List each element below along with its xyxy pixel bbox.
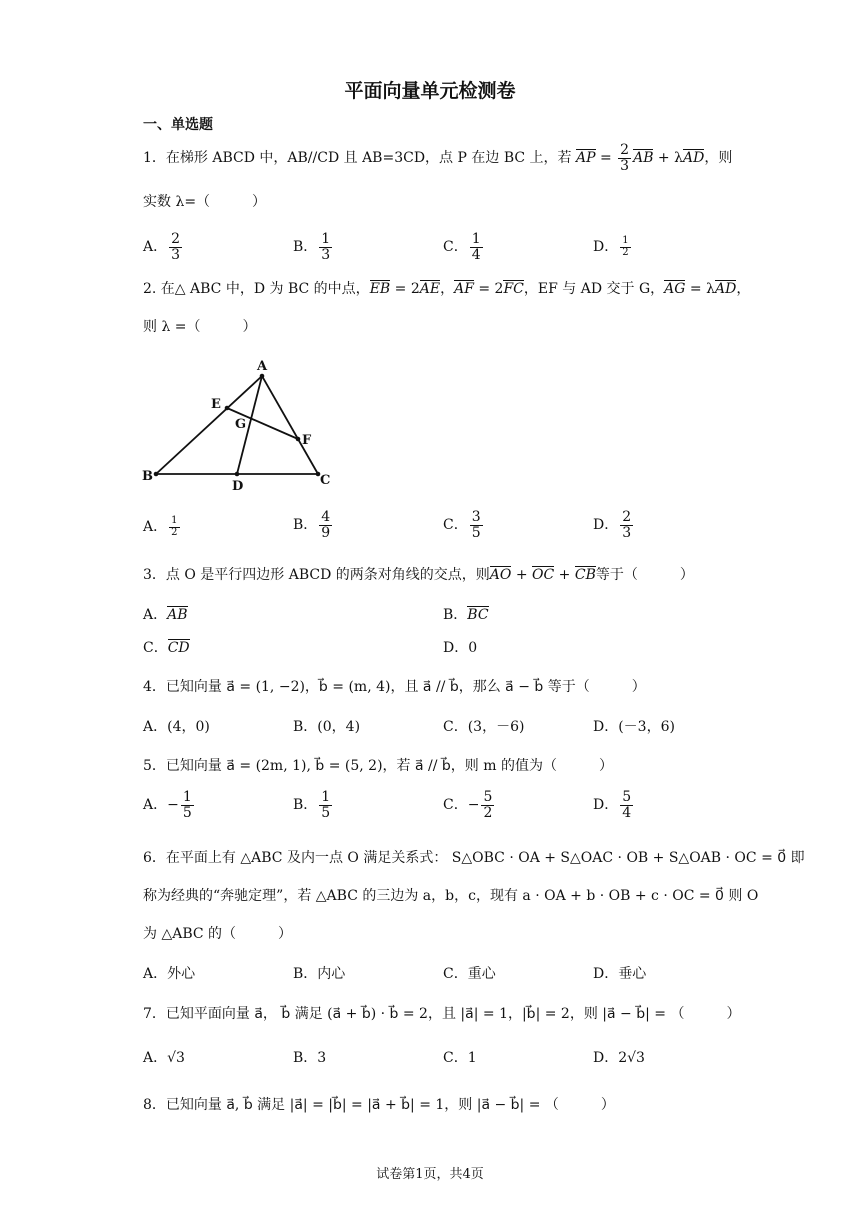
q3-option-c[interactable]: [143, 637, 190, 657]
q3-option-d[interactable]: [443, 637, 477, 657]
triangle-figure: [138, 355, 338, 495]
q6-line1: 6．在平面上有 △ABC 及内一点 O 满足关系式： S△OBC · OA + S△OAC · OB + S△OAB · OC = 0⃗ 即: [143, 850, 805, 866]
q6-line3: 为 △ABC 的（ ）: [143, 926, 293, 942]
vec-ag: AG: [664, 281, 686, 297]
q2-option-a[interactable]: [143, 516, 182, 538]
q1-post: ，则: [704, 150, 733, 167]
frac-num: 5: [483, 789, 493, 805]
option-label: D．: [593, 797, 619, 814]
option-label: B．: [443, 607, 468, 623]
q6-option-d[interactable]: D．垂心: [593, 966, 647, 982]
label-f: F: [302, 433, 312, 448]
page-footer: 试卷第1页，共4页: [376, 1167, 484, 1182]
vec-ae: AE: [419, 281, 441, 297]
q5-option-c[interactable]: [443, 790, 496, 820]
frac-num: 1: [321, 231, 331, 247]
frac-den: 2: [171, 526, 178, 538]
q3-stem: [143, 564, 694, 584]
vec-cb: CB: [574, 567, 596, 583]
q2-option-b[interactable]: [293, 510, 334, 540]
option-frac: [620, 510, 633, 540]
frac-den: 3: [321, 246, 331, 263]
frac-num: 1: [182, 789, 192, 805]
vec-ab: AB: [633, 150, 654, 167]
vec-cd: CD: [167, 640, 190, 656]
vec-ad: AD: [714, 281, 737, 297]
label-b: B: [142, 469, 153, 484]
vec-eb: EB: [369, 281, 391, 297]
q2-line2: 则 λ =（ ）: [143, 319, 257, 335]
q1-option-d[interactable]: [593, 236, 633, 258]
vec-ap: AP: [575, 150, 596, 167]
q2-text: 2. 在△ ABC 中，D 为 BC 的中点，: [143, 281, 370, 297]
edge-ac: [262, 376, 318, 474]
frac-num: 2: [171, 231, 181, 247]
q1-plus: + λ: [653, 150, 683, 167]
q5-stem: 5．已知向量 a⃗ = (2m, 1), b⃗ = (5, 2)，若 a⃗ // b⃗，则 m 的值为（ ）: [143, 758, 613, 774]
q3-post: 等于（ ）: [595, 567, 694, 583]
label-g: G: [235, 417, 247, 432]
label-e: E: [211, 397, 221, 412]
option-label: D．: [593, 239, 619, 255]
q5-option-a[interactable]: [143, 790, 196, 820]
vec-bc: BC: [467, 607, 489, 623]
q7-option-c[interactable]: C．1: [443, 1050, 477, 1066]
q7-option-a[interactable]: A．√3: [143, 1050, 185, 1066]
q5-option-d[interactable]: [593, 790, 635, 820]
q2-option-d[interactable]: [593, 510, 635, 540]
label-d: D: [232, 479, 244, 494]
vec-ad: AD: [683, 150, 705, 167]
q1-option-c[interactable]: [443, 232, 485, 262]
q1-stem: [143, 143, 732, 173]
frac-num: 1: [171, 515, 178, 526]
q3-plus: +: [511, 567, 533, 583]
frac-den: 5: [471, 524, 481, 541]
q3-option-b[interactable]: [443, 604, 489, 624]
q2-stem: [143, 278, 750, 298]
q1-eq: =: [595, 150, 617, 167]
frac-num: 5: [622, 789, 632, 805]
vec-ab: AB: [167, 607, 188, 623]
q2-comma: ，: [736, 281, 751, 297]
q4-stem: 4．已知向量 a⃗ = (1, −2)，b⃗ = (m, 4)，且 a⃗ // b⃗，那么 a⃗ − b⃗ 等于（ ）: [143, 679, 646, 695]
q4-option-d[interactable]: D．(－3，6): [593, 719, 675, 735]
option-frac: [319, 232, 332, 262]
frac-num: 1: [622, 235, 629, 246]
frac-den: 5: [321, 804, 331, 821]
option-label: D．: [443, 640, 469, 656]
vec-fc: FC: [503, 281, 524, 297]
option-label: C．: [443, 797, 468, 814]
option-frac: [181, 790, 194, 820]
q2-eq: = 2: [473, 281, 504, 297]
option-frac: [470, 232, 483, 262]
q1-frac: [618, 143, 631, 173]
option-sign: −: [467, 797, 480, 814]
option-label: C．: [443, 517, 468, 534]
vec-ao: AO: [489, 567, 512, 583]
q1-line2: 实数 λ=（ ）: [143, 194, 267, 210]
option-label: A．: [143, 519, 168, 535]
frac-num: 3: [471, 509, 481, 525]
frac-num: 2: [622, 509, 632, 525]
frac-den: 2: [483, 804, 493, 821]
q1-option-b[interactable]: [293, 232, 334, 262]
option-label: C．: [143, 640, 168, 656]
frac-num: 1: [471, 231, 481, 247]
q3-text: 3．点 O 是平行四边形 ABCD 的两条对角线的交点，则: [143, 567, 490, 583]
q7-stem: 7．已知平面向量 a⃗， b⃗ 满足 (a⃗ + b⃗) · b⃗ = 2，且 |a⃗| = 1，|b⃗| = 2，则 |a⃗ − b⃗| = （ ）: [143, 1006, 741, 1022]
q6-option-b[interactable]: B．内心: [293, 966, 346, 982]
q5-option-b[interactable]: [293, 790, 334, 820]
q3-option-a[interactable]: [143, 604, 188, 624]
option-label: A．: [143, 239, 168, 256]
q6-option-c[interactable]: C．重心: [443, 966, 496, 982]
page-title: 平面向量单元检测卷: [344, 80, 516, 102]
q2-eq: = 2: [390, 281, 420, 297]
frac-num: 4: [321, 509, 331, 525]
q8-stem: 8．已知向量 a⃗, b⃗ 满足 |a⃗| = |b⃗| = |a⃗ + b⃗| = 1，则 |a⃗ − b⃗| = （ ）: [143, 1097, 615, 1113]
option-frac: [620, 236, 630, 258]
frac-den: 2: [622, 246, 629, 258]
q1-text: 1．在梯形 ABCD 中，AB//CD 且 AB=3CD，点 P 在边 BC 上，若: [143, 150, 576, 167]
frac-den: 3: [622, 524, 632, 541]
option-label: C．: [443, 239, 468, 256]
q1-frac-num: 2: [620, 142, 630, 158]
q6-line2: 称为经典的“奔驰定理”，若 △ABC 的三边为 a，b，c，现有 a · OA + b · OB + c · OC = 0⃗ 则 O: [143, 888, 759, 904]
option-label: B．: [293, 517, 318, 534]
frac-den: 4: [471, 246, 481, 263]
option-frac: [319, 510, 332, 540]
option-frac: [481, 790, 494, 820]
option-frac: [319, 790, 332, 820]
frac-den: 5: [182, 804, 192, 821]
q7-option-b[interactable]: B．3: [293, 1050, 327, 1066]
q2-text-b: ，EF 与 AD 交于 G，: [523, 281, 665, 297]
q7-option-d[interactable]: D．2√3: [593, 1050, 645, 1066]
option-frac: [620, 790, 633, 820]
option-label: D．: [593, 517, 619, 534]
frac-den: 3: [171, 246, 181, 263]
q1-frac-den: 3: [620, 157, 630, 174]
option-frac: [169, 516, 179, 538]
option-text: 0: [468, 640, 478, 656]
option-label: A．: [143, 607, 168, 623]
q6-option-a[interactable]: A．外心: [143, 966, 196, 982]
q3-plus: +: [554, 567, 575, 583]
option-frac: [470, 510, 483, 540]
q1-option-a[interactable]: [143, 232, 184, 262]
q2-comma: ，: [440, 281, 455, 297]
option-label: A．: [143, 797, 168, 814]
q4-option-c[interactable]: C．(3，－6): [443, 719, 525, 735]
option-sign: −: [167, 797, 179, 814]
q4-option-b[interactable]: B．(0，4): [293, 719, 361, 735]
option-label: B．: [293, 797, 318, 814]
q4-option-a[interactable]: A．(4，0): [143, 719, 210, 735]
vec-af: AF: [454, 281, 474, 297]
option-label: B．: [293, 239, 318, 256]
label-c: C: [320, 473, 331, 488]
section-heading: 一、单选题: [143, 117, 213, 133]
vec-oc: OC: [532, 567, 555, 583]
frac-den: 4: [622, 804, 632, 821]
frac-num: 1: [321, 789, 331, 805]
option-frac: [169, 232, 182, 262]
frac-den: 9: [321, 524, 331, 541]
label-a: A: [257, 359, 268, 374]
q2-option-c[interactable]: [443, 510, 485, 540]
q2-eq-lambda: = λ: [685, 281, 715, 297]
